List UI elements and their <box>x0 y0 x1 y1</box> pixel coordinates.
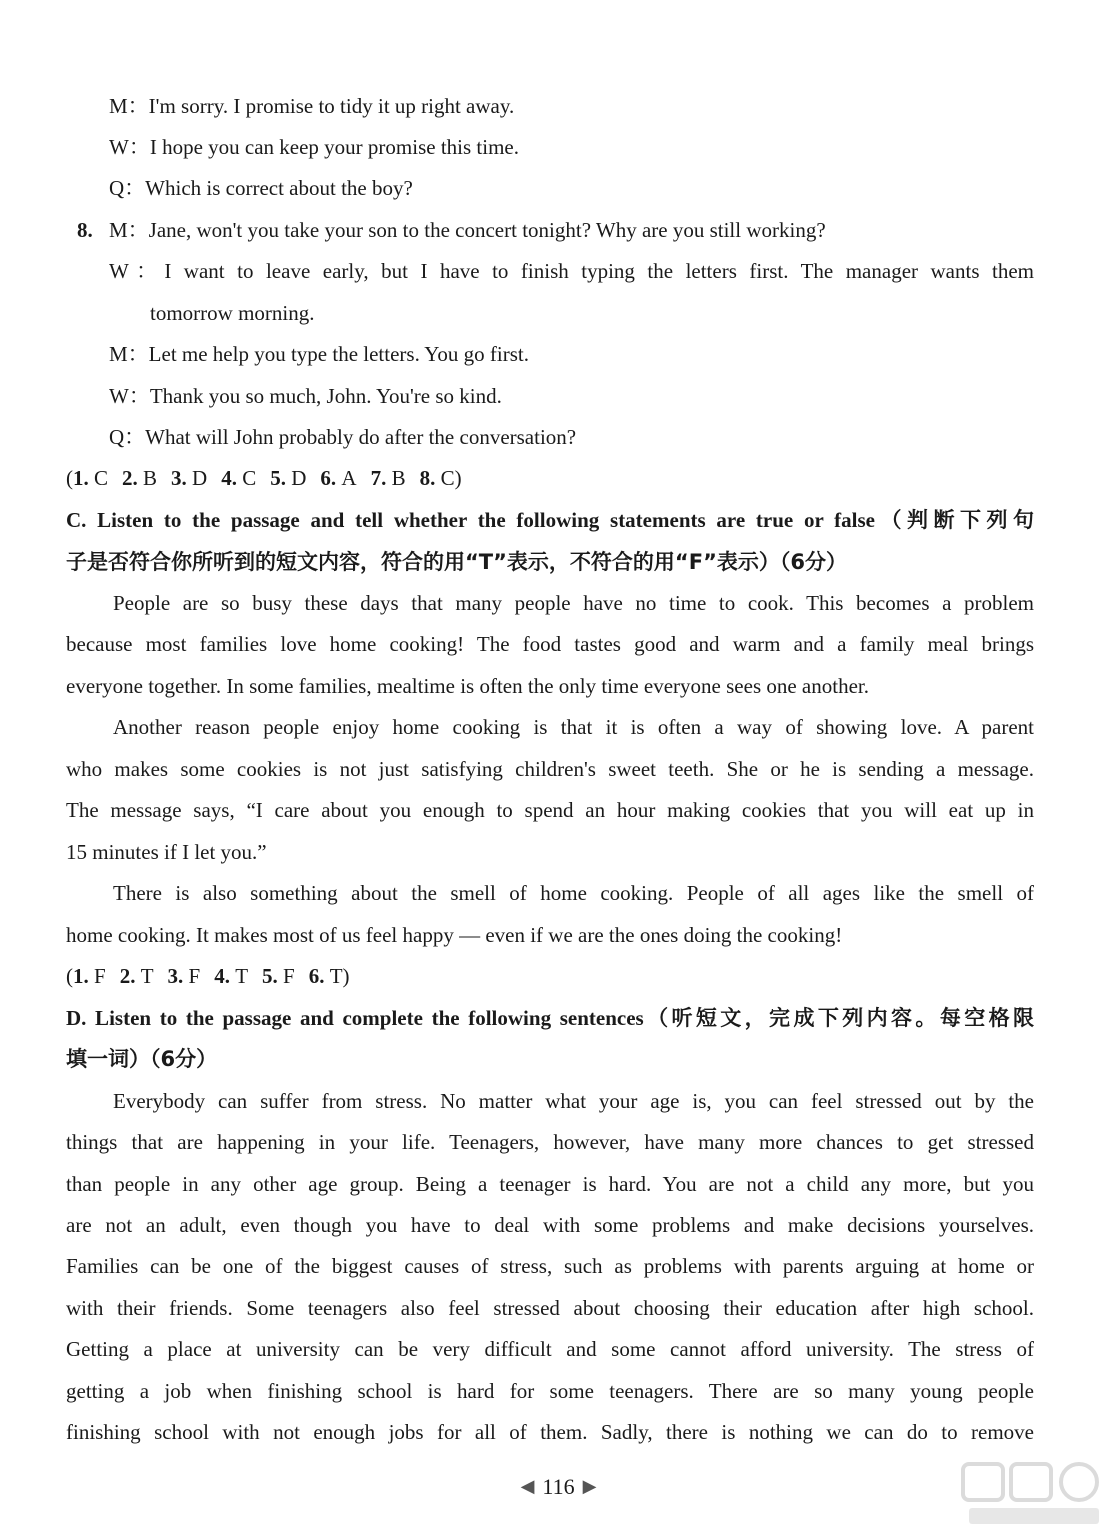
section-d-heading-cn2: 填一词）（6分） <box>66 1047 218 1071</box>
dialog8-line2a: W：I want to leave early, but I have to finish typing the letters first. The manager wants them <box>109 259 1034 283</box>
answer-key-b: (1. C 2. B 3. D 4. C 5. D 6. A 7. B 8. C) <box>66 466 462 490</box>
section-c-p2-line3: The message says, “I care about you enough to spend an hour making cookies that you will eat up in <box>66 798 1034 822</box>
dialog8-line1: M：Jane, won't you take your son to the concert tonight? Why are you still working? <box>109 218 826 242</box>
dialog7-line1: M：I'm sorry. I promise to tidy it up right away. <box>109 94 515 118</box>
section-d-p1-line2: things that are happening in your life. Teenagers, however, have many more chances to get stressed <box>66 1130 1034 1154</box>
section-d-heading-en: D. Listen to the passage and complete the following sentences <box>66 1006 644 1030</box>
section-c-heading <box>66 506 1034 534</box>
section-c-heading-cn2: 子是否符合你所听到的短文内容，符合的用“T”表示，不符合的用“F”表示）（6分） <box>66 550 847 574</box>
section-c-p1-line1: People are so busy these days that many people have no time to cook. This becomes a problem <box>113 591 1034 615</box>
triangle-left-icon: ◀ <box>520 1476 535 1496</box>
dialog7-question: Q：Which is correct about the boy? <box>109 176 413 200</box>
section-d-p1-line4: are not an adult, even though you have to deal with some problems and make decisions yourselves. <box>66 1213 1034 1237</box>
triangle-right-icon: ▶ <box>582 1476 597 1496</box>
dialog7-line2: W：I hope you can keep your promise this time. <box>109 135 519 159</box>
section-c-heading-cn1: （判断下列句 <box>875 508 1034 532</box>
section-c-p1-line3: everyone together. In some families, mealtime is often the only time everyone sees one another. <box>66 674 869 698</box>
section-d-p1-line9: finishing school with not enough jobs for all of them. Sadly, there is nothing we can do to remove <box>66 1420 1034 1444</box>
answer-key-c: (1. F 2. T 3. F 4. T 5. F 6. T) <box>66 964 350 988</box>
page-footer <box>0 1474 1117 1500</box>
page-number: 116 <box>542 1474 575 1499</box>
section-d-p1-line5: Families can be one of the biggest causes of stress, such as problems with parents arguing at home or <box>66 1254 1034 1278</box>
section-c-p2-line2: who makes some cookies is not just satisfying children's sweet teeth. She or he is sending a message. <box>66 757 1034 781</box>
dialog8-line3: M：Let me help you type the letters. You go first. <box>109 342 529 366</box>
section-c-p3-line1: There is also something about the smell of home cooking. People of all ages like the smell of <box>113 881 1034 905</box>
section-d-heading <box>66 1004 1034 1032</box>
section-d-p1-line7: Getting a place at university can be very difficult and some cannot afford university. The stress of <box>66 1337 1034 1361</box>
section-d-p1-line6: with their friends. Some teenagers also feel stressed about choosing their education after high school. <box>66 1296 1034 1320</box>
section-c-p3-line2: home cooking. It makes most of us feel happy — even if we are the ones doing the cooking! <box>66 923 843 947</box>
dialog8-number: 8. <box>77 218 93 242</box>
dialog8-line4: W：Thank you so much, John. You're so kind. <box>109 384 502 408</box>
section-d-p1-line1: Everybody can suffer from stress. No matter what your age is, you can feel stressed out by the <box>113 1089 1034 1113</box>
section-d-p1-line8: getting a job when finishing school is hard for some teenagers. There are so many young people <box>66 1379 1034 1403</box>
dialog8-line2b: tomorrow morning. <box>150 301 315 325</box>
section-c-p1-line2: because most families love home cooking! The food tastes good and warm and a family meal brings <box>66 632 1034 656</box>
dialog8-question: Q：What will John probably do after the conversation? <box>109 425 577 449</box>
section-d-p1-line3: than people in any other age group. Being a teenager is hard. You are not a child any more, but you <box>66 1172 1034 1196</box>
section-c-p2-line1: Another reason people enjoy home cooking is that it is often a way of showing love. A parent <box>113 715 1034 739</box>
section-d-heading-cn1: （听短文，完成下列内容。每空格限 <box>643 1006 1034 1030</box>
section-c-p2-line4: 15 minutes if I let you.” <box>66 840 267 864</box>
watermark-logo-icon <box>959 1460 1109 1530</box>
section-c-heading-en: C. Listen to the passage and tell whether the following statements are true or false <box>66 508 875 532</box>
